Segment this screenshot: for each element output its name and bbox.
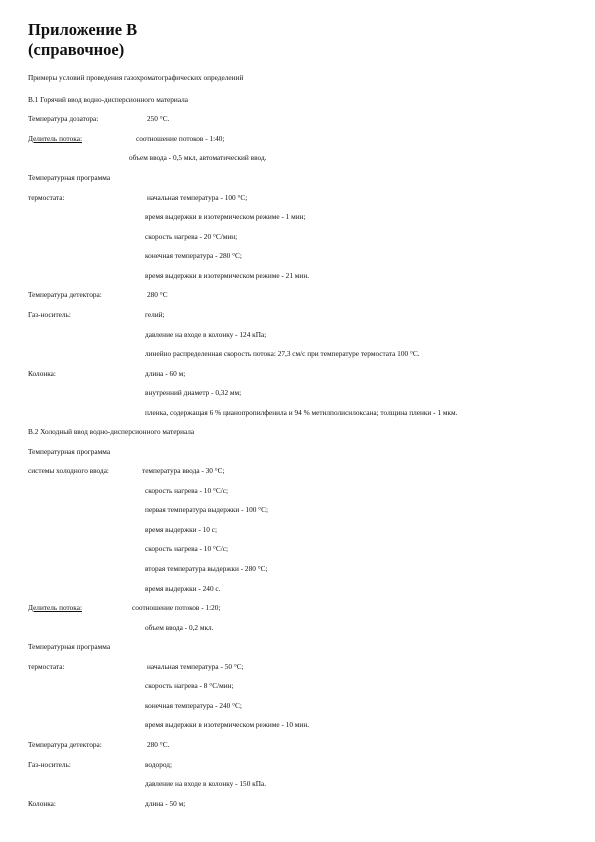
b2-oven-line: скорость нагрева - 8 °С/мин; [145, 681, 234, 690]
b1-injector-label: Температура дозатора: [28, 114, 99, 123]
b1-program-line: скорость нагрева - 20 °С/мин; [145, 232, 238, 241]
b1-splitter-value: соотношение потоков - 1:40; [136, 134, 225, 143]
b1-detector-label: Температура детектора: [28, 290, 102, 299]
section-b2-heading: В.2 Холодный ввод водно-дисперсионного материала [28, 427, 195, 436]
b1-injector-value: 250 °С. [147, 114, 170, 123]
b2-cold-line: время выдержки - 10 с; [145, 525, 218, 534]
b2-oven-line: конечная температура - 240 °С; [145, 701, 242, 710]
b2-carrier-label: Газ-носитель: [28, 760, 71, 769]
b2-cold-line: первая температура выдержки - 100 °С; [145, 505, 268, 514]
b1-program-label-2: термостата: [28, 193, 65, 202]
b1-program-line: время выдержки в изотермическом режиме - 21 мин. [145, 271, 310, 280]
b1-program-label: Температурная программа [28, 173, 111, 182]
b1-program-line: время выдержки в изотермическом режиме - 1 мин; [145, 212, 306, 221]
b2-oven-line: время выдержки в изотермическом режиме - 10 мин. [145, 720, 310, 729]
b2-cold-line: скорость нагрева - 10 °С/с; [145, 544, 229, 553]
b1-column-line: внутренний диаметр - 0,32 мм; [145, 388, 242, 397]
b2-injection-volume: объем ввода - 0,2 мкл. [145, 623, 214, 632]
b1-program-line: конечная температура - 280 °С; [145, 251, 242, 260]
appendix-title: Приложение В [28, 20, 138, 39]
page-title [28, 20, 137, 60]
b1-carrier-line: гелий; [145, 310, 165, 319]
intro-text: Примеры условий проведения газохроматографических определений [28, 73, 244, 82]
b2-cold-line: температура ввода - 30 °С; [142, 466, 225, 475]
section-b1-heading: В.1 Горячий ввод водно-дисперсионного материала [28, 95, 189, 104]
b2-carrier-line: водород; [145, 760, 173, 769]
b1-carrier-label: Газ-носитель: [28, 310, 71, 319]
b1-detector-value: 280 °С [147, 290, 168, 299]
b2-program-label-2: системы холодного ввода: [28, 466, 109, 475]
b1-injection-volume: объем ввода - 0,5 мкл, автоматический ввод. [129, 153, 267, 162]
b2-oven-line: начальная температура - 50 °С; [147, 662, 244, 671]
appendix-subtitle: (справочное) [28, 40, 125, 59]
b2-oven-label: Температурная программа [28, 642, 111, 651]
b2-oven-label-2: термостата: [28, 662, 65, 671]
b2-splitter-label: Делитель потока: [28, 603, 82, 612]
b1-carrier-line: линейно распределенная скорость потока: 27,3 см/с при температуре термостата 100 °С. [145, 349, 420, 358]
b2-program-label: Температурная программа [28, 447, 111, 456]
b2-splitter-value: соотношение потоков - 1:20; [132, 603, 221, 612]
b2-column-line: длина - 50 м; [145, 799, 186, 808]
b2-carrier-line: давление на входе в колонку - 150 кПа. [145, 779, 267, 788]
b1-column-line: пленка, содержащая 6 % цианопропилфенила и 94 % метилполисилоксана; толщина пленки - 1 мкм. [145, 408, 458, 417]
b2-detector-value: 280 °С. [147, 740, 170, 749]
b2-column-label: Колонка: [28, 799, 56, 808]
b2-detector-label: Температура детектора: [28, 740, 102, 749]
b1-splitter-label: Делитель потока: [28, 134, 82, 143]
b1-carrier-line: давление на входе в колонку - 124 кПа; [145, 330, 267, 339]
b1-column-label: Колонка: [28, 369, 56, 378]
b2-cold-line: скорость нагрева - 10 °С/с; [145, 486, 229, 495]
b1-column-line: длина - 60 м; [145, 369, 186, 378]
b2-cold-line: вторая температура выдержки - 280 °С; [145, 564, 268, 573]
b1-program-line: начальная температура - 100 °С; [147, 193, 248, 202]
b2-cold-line: время выдержки - 240 с. [145, 584, 221, 593]
